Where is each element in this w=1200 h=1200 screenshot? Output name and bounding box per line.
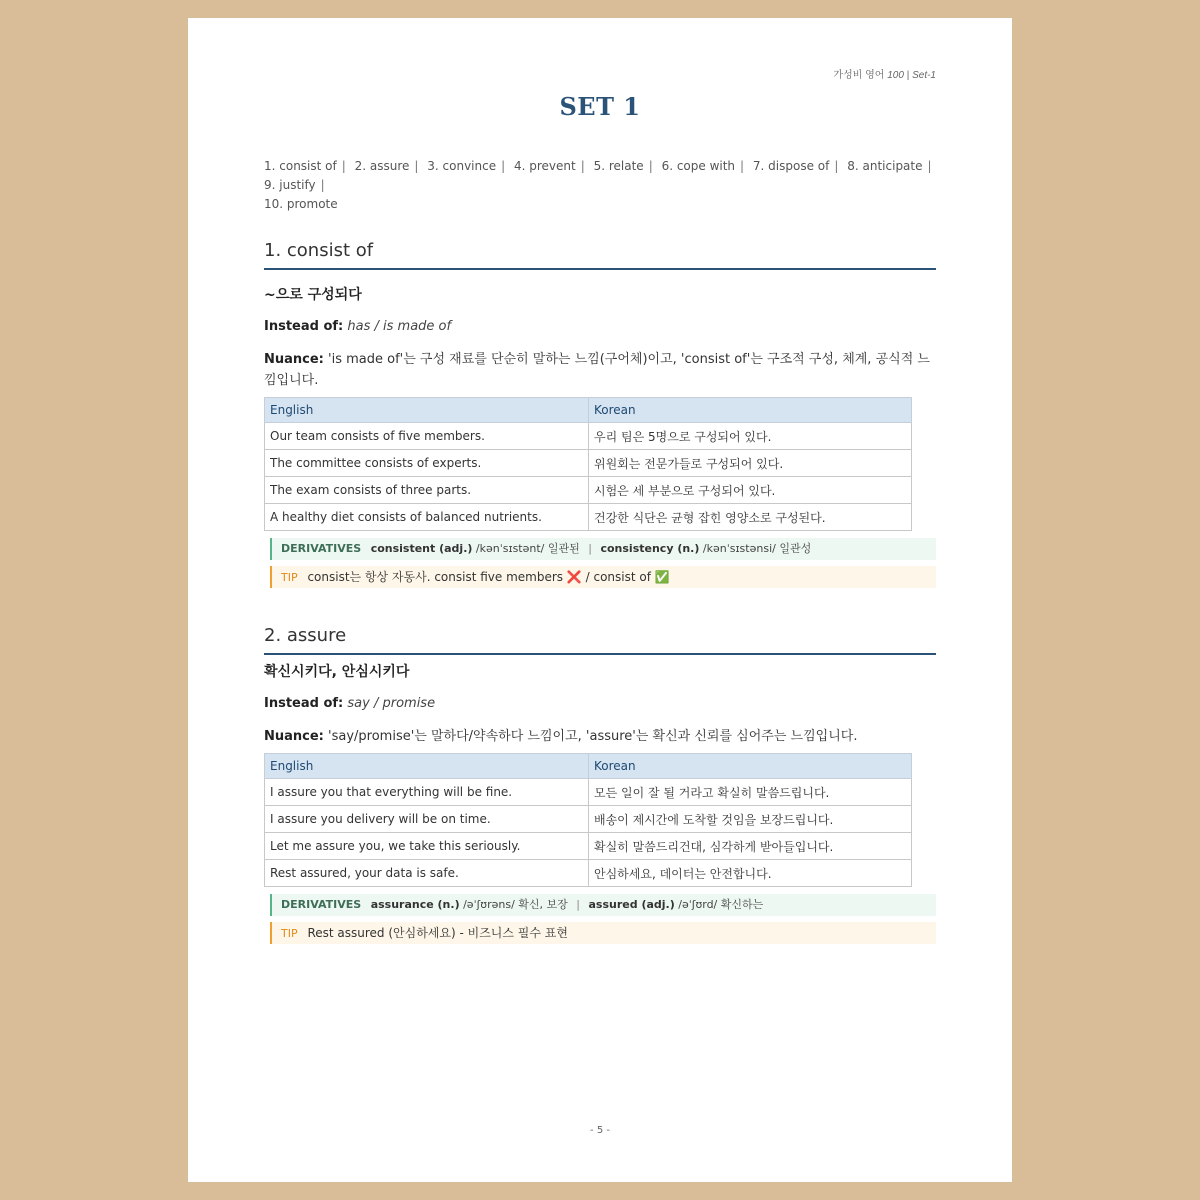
table-row: Rest assured, your data is safe. 안심하세요, 데이터는 안전합니다.: [265, 860, 912, 887]
index-item: 4. prevent: [513, 159, 576, 173]
table-row: The exam consists of three parts. 시험은 세 부분으로 구성되어 있다.: [265, 477, 912, 504]
word-index: 1. consist of | 2. assure | 3. convince | 4. prevent | 5. relate | 6. cope with | 7. dispose of | 8. anticipate | 9. justify | 10. promote: [264, 159, 932, 211]
page-title: SET 1: [559, 92, 641, 121]
index-item: 9. justify: [264, 178, 316, 192]
index-item: 7. dispose of: [752, 159, 830, 173]
index-item: 10. promote: [264, 197, 338, 211]
derivatives-box: DERIVATIVES consistent (adj.) /kənˈsɪstənt/ 일관된 | consistency (n.) /kənˈsɪstənsi/ 일관성: [270, 538, 936, 560]
table-row: A healthy diet consists of balanced nutrients. 건강한 식단은 균형 잡힌 영양소로 구성된다.: [265, 504, 912, 531]
derivatives-box: DERIVATIVES assurance (n.) /əˈʃʊrəns/ 확신, 보장 | assured (adj.) /əˈʃʊrd/ 확신하는: [270, 894, 936, 916]
document-page: [188, 18, 1012, 1182]
table-row: Our team consists of five members. 우리 팀은 5명으로 구성되어 있다.: [265, 423, 912, 450]
instead-of-line: Instead of: has / is made of: [264, 319, 452, 334]
table-row: The committee consists of experts. 위원회는 전문가들로 구성되어 있다.: [265, 450, 912, 477]
table-header-row: English Korean: [265, 398, 912, 423]
entry-assure: [264, 625, 936, 944]
index-item: 1. consist of: [264, 159, 337, 173]
nuance-line: Nuance: 'say/promise'는 말하다/약속하다 느낌이고, 'assure'는 확신과 신뢰를 심어주는 느낌입니다.: [264, 729, 858, 744]
index-item: 2. assure: [354, 159, 410, 173]
example-table: [264, 397, 912, 531]
entry-consist-of: [264, 240, 936, 588]
entry-heading: 1. consist of: [264, 240, 936, 270]
index-item: 6. cope with: [661, 159, 736, 173]
example-table: [264, 753, 912, 887]
instead-of-line: Instead of: say / promise: [264, 696, 436, 711]
table-header-row: English Korean: [265, 754, 912, 779]
table-row: I assure you that everything will be fine. 모든 일이 잘 될 거라고 확실히 말씀드립니다.: [265, 779, 912, 806]
running-header: 가성비 영어 100 | Set-1: [833, 70, 936, 81]
index-item: 8. anticipate: [847, 159, 923, 173]
tip-box: TIP Rest assured (안심하세요) - 비즈니스 필수 표현: [270, 922, 936, 944]
table-row: I assure you delivery will be on time. 배송이 제시간에 도착할 것임을 보장드립니다.: [265, 806, 912, 833]
entry-meaning: ~으로 구성되다: [264, 287, 362, 303]
index-item: 3. convince: [427, 159, 497, 173]
table-row: Let me assure you, we take this seriously. 확실히 말씀드리건대, 심각하게 받아들입니다.: [265, 833, 912, 860]
entry-heading: 2. assure: [264, 625, 936, 655]
tip-box: TIP consist는 항상 자동사. consist five members ❌ / consist of ✅: [270, 566, 936, 588]
entry-meaning: 확신시키다, 안심시키다: [264, 664, 410, 680]
nuance-line: Nuance: 'is made of'는 구성 재료를 단순히 말하는 느낌(구어체)이고, 'consist of'는 구조적 구성, 체계, 공식적 느낌입니다.: [264, 352, 930, 388]
page-number: - 5 -: [590, 1125, 610, 1136]
index-item: 5. relate: [593, 159, 644, 173]
